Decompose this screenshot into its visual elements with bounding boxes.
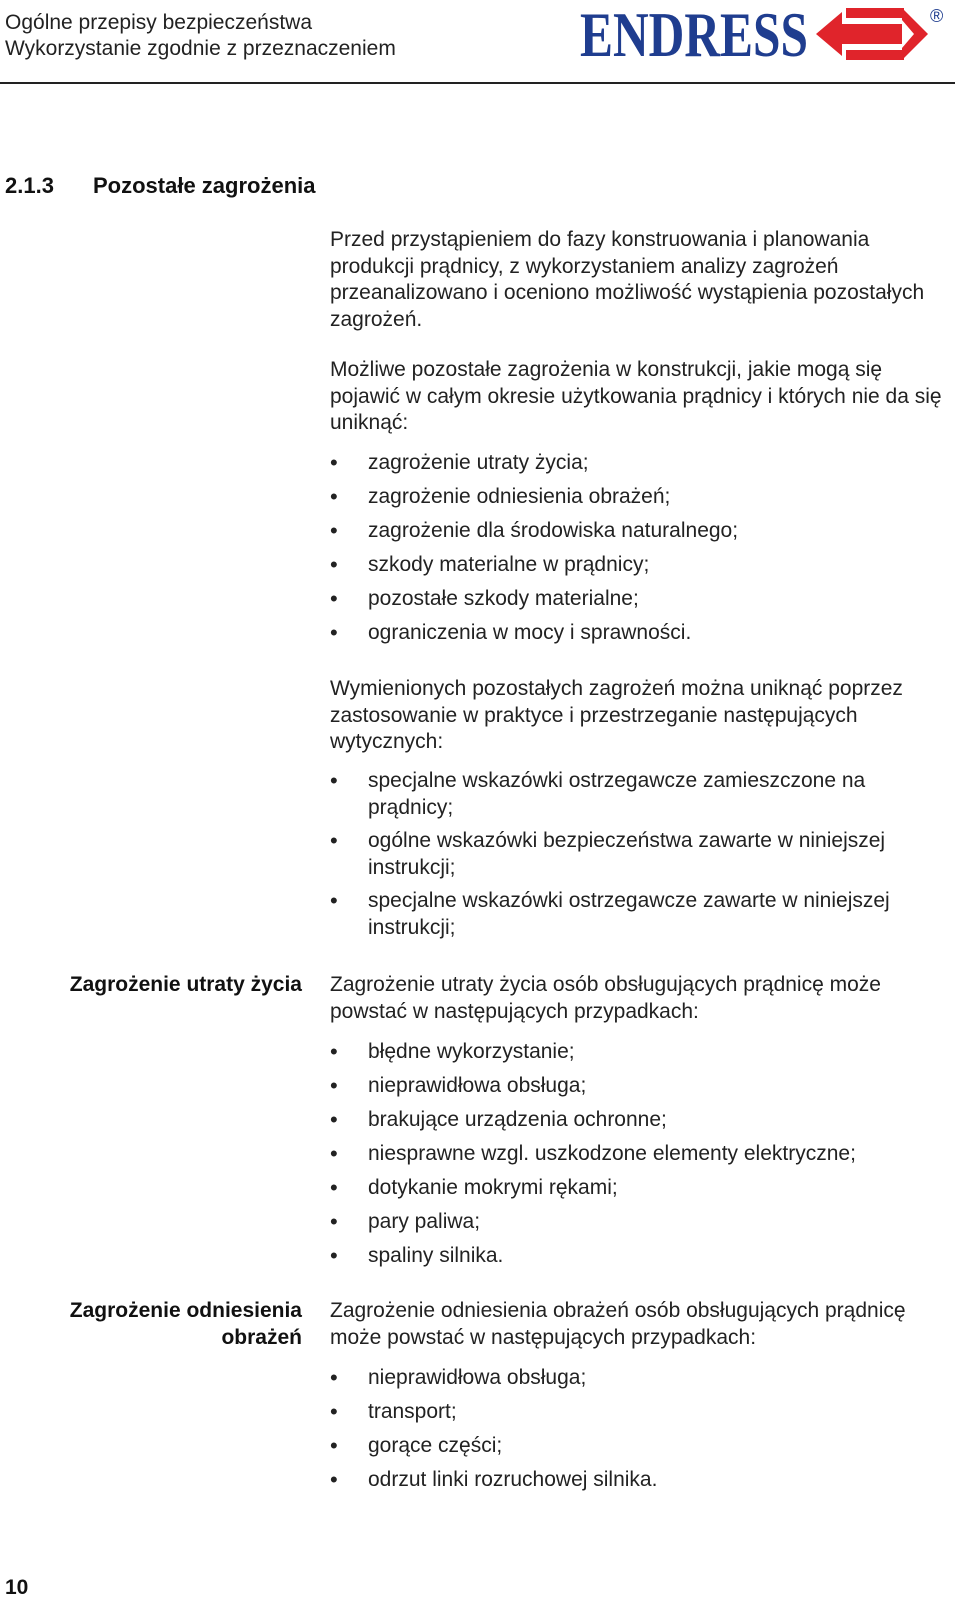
- list-item: • ograniczenia w mocy i sprawności.: [330, 620, 945, 647]
- logo-registered-mark: ®: [930, 6, 944, 26]
- intro-paragraph-3: Wymienionych pozostałych zagrożeń można uniknąć poprzez zastosowanie w praktyce i przestrzeganie następujących wytycznych:: [330, 677, 903, 753]
- list-item: • ogólne wskazówki bezpieczeństwa zawarte w niniejszej instrukcji;: [330, 828, 945, 881]
- list-item: • zagrożenie odniesienia obrażeń;: [330, 484, 945, 511]
- side-label-line: Zagrożenie odniesienia: [69, 1299, 302, 1322]
- list-item: • gorące części;: [330, 1433, 945, 1460]
- list-item: • zagrożenie utraty życia;: [330, 450, 945, 477]
- list-item: • nieprawidłowa obsługa;: [330, 1365, 945, 1392]
- header-divider: [0, 82, 955, 84]
- list-item: • niesprawne wzgl. uszkodzone elementy elektryczne;: [330, 1141, 945, 1168]
- intro-paragraph-2: Możliwe pozostałe zagrożenia w konstrukcji, jakie mogą się pojawić w całym okresie użytkowania prądnicy i których nie da się uniknąć:: [330, 358, 942, 434]
- list-item: • pozostałe szkody materialne;: [330, 586, 945, 613]
- list-item: • brakujące urządzenia ochronne;: [330, 1107, 945, 1134]
- injury-hazard-paragraph: Zagrożenie odniesienia obrażeń osób obsługujących prądnicę może powstać w następujących przypadkach:: [330, 1299, 906, 1349]
- page-header: [0, 0, 960, 86]
- list-item: • nieprawidłowa obsługa;: [330, 1073, 945, 1100]
- list-item: • specjalne wskazówki ostrzegawcze zamieszczone na prądnicy;: [330, 768, 945, 821]
- residual-risks-list: [330, 450, 945, 654]
- header-chapter: Ogólne przepisy bezpieczeństwa: [5, 11, 313, 34]
- page-number: 10: [5, 1576, 29, 1599]
- injury-hazard-list: [330, 1365, 945, 1501]
- section-number: 2.1.3: [5, 173, 54, 198]
- guidelines-list: [330, 768, 945, 948]
- list-item: • szkody materialne w prądnicy;: [330, 552, 945, 579]
- logo-wordmark: ENDRESS: [580, 0, 808, 70]
- side-label-line: obrażeń: [221, 1325, 302, 1349]
- header-subchapter: Wykorzystanie zgodnie z przeznaczeniem: [5, 37, 396, 60]
- side-label-life-hazard: Zagrożenie utraty życia: [69, 973, 302, 996]
- list-item: • odrzut linki rozruchowej silnika.: [330, 1467, 945, 1494]
- side-label-injury-hazard: [20, 1298, 302, 1351]
- intro-paragraph-1: Przed przystąpieniem do fazy konstruowania i planowania produkcji prądnicy, z wykorzystaniem analizy zagrożeń przeanalizowano i oceniono możliwość wystąpienia pozostałych zagrożeń.: [330, 228, 925, 331]
- list-item: • transport;: [330, 1399, 945, 1426]
- list-item: • błędne wykorzystanie;: [330, 1039, 945, 1066]
- list-item: • dotykanie mokrymi rękami;: [330, 1175, 945, 1202]
- endress-logo: [580, 0, 955, 70]
- logo-arrow-icon: [816, 8, 928, 60]
- list-item: • spaliny silnika.: [330, 1243, 945, 1270]
- list-item: • zagrożenie dla środowiska naturalnego;: [330, 518, 945, 545]
- list-item: • pary paliwa;: [330, 1209, 945, 1236]
- life-hazard-paragraph: Zagrożenie utraty życia osób obsługujących prądnicę może powstać w następujących przypadkach:: [330, 973, 881, 1023]
- section-title: Pozostałe zagrożenia: [93, 173, 316, 198]
- section-heading: [5, 173, 316, 199]
- life-hazard-list: [330, 1039, 945, 1277]
- list-item: • specjalne wskazówki ostrzegawcze zawarte w niniejszej instrukcji;: [330, 888, 945, 941]
- header-titles: [5, 10, 396, 62]
